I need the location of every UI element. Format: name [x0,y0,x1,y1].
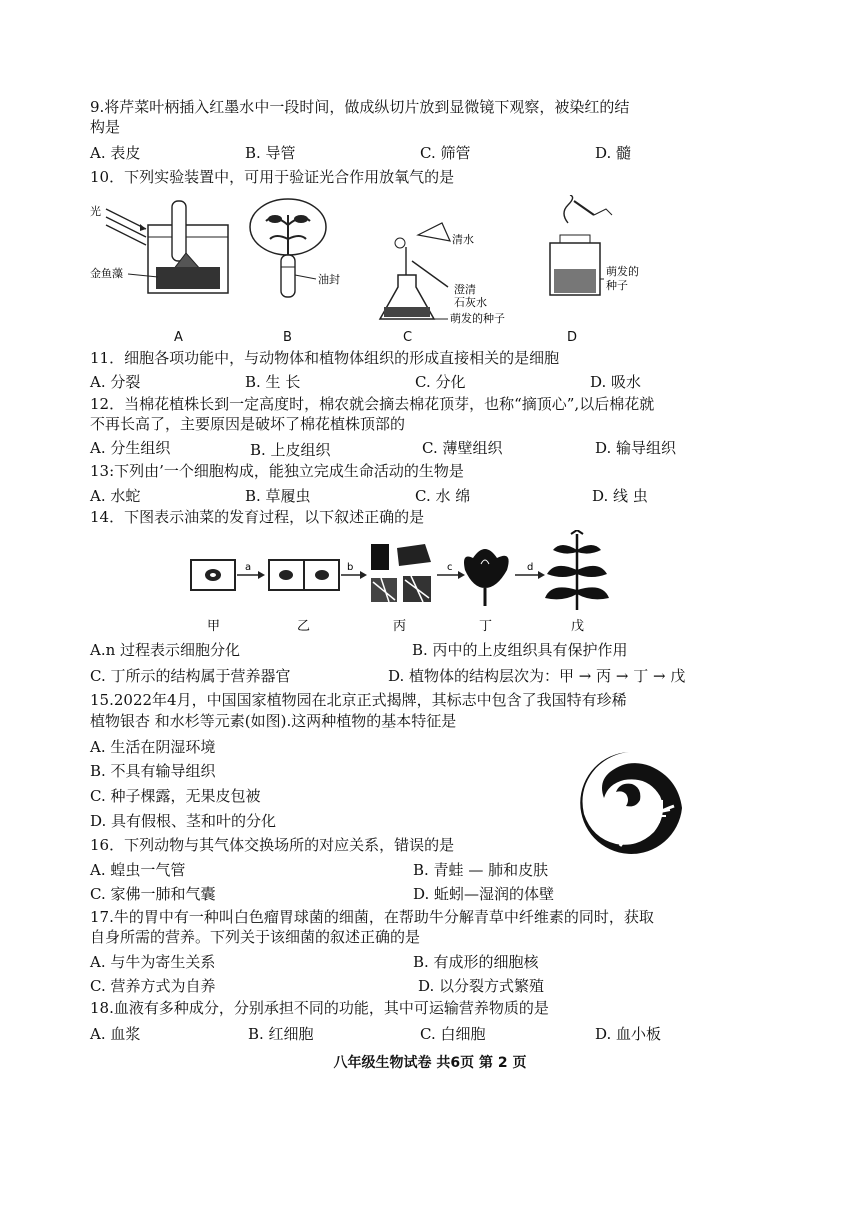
q9-stem-line1: 9.将芹菜叶柄插入红墨水中一段时间，做成纵切片放到显微镜下观察，被染红的结 [90,98,630,116]
limewater-label-2: 石灰水 [454,296,487,309]
label-ding: 丁 [479,619,493,634]
q10-label-d: D [567,330,578,345]
label-wu: 戊 [571,619,585,634]
svg-text:c: c [447,562,453,573]
apparatus-c [380,223,505,325]
light-label: 光 [90,205,101,218]
q15-option-d: D. 具有假根、茎和叶的分化 [90,812,277,830]
seeds-label-c: 萌发的种子 [450,312,505,325]
stage-jia-cell [191,560,235,590]
q9-stem-line2: 构是 [90,118,121,136]
q9-option-a: A. 表皮 [90,144,141,162]
q15-option-b: B. 不具有输导组织 [90,762,216,780]
q10-label-c: C [403,330,413,345]
q16-option-a: A. 蝗虫一气管 [90,861,186,879]
q12-option-b: B. 上皮组织 [250,441,331,459]
q9-option-b: B. 导管 [245,144,296,162]
label-jia: 甲 [207,619,221,634]
q17-option-c: C. 营养方式为自养 [90,977,216,995]
q14-option-b: B. 丙中的上皮组织具有保护作用 [412,641,628,659]
q10-apparatus-figure [88,195,668,330]
q12-stem-line2: 不再长高了，主要原因是破坏了棉花植株顶部的 [90,415,406,433]
q12-option-d: D. 输导组织 [595,439,677,457]
q14-development-figure [185,530,615,640]
q12-option-c: C. 薄壁组织 [422,439,503,457]
svg-text:d: d [527,562,534,573]
q14-stem: 14．下图表示油菜的发育过程，以下叙述正确的是 [90,508,425,526]
q11-option-d: D. 吸水 [590,373,642,391]
q10-label-a: A [174,330,183,345]
q16-stem: 16．下列动物与其气体交换场所的对应关系，错误的是 [90,836,455,854]
oil-label: 油封 [318,273,340,286]
q10-stem: 10．下列实验装置中，可用于验证光合作用放氧气的是 [90,168,455,186]
label-bing: 丙 [393,619,407,634]
q11-option-c: C. 分化 [415,373,466,391]
q13-option-c: C. 水 绵 [415,487,471,505]
stage-wu-plant [545,530,609,610]
q15-option-c: C. 种子棵露，无果皮包被 [90,787,261,805]
apparatus-b [250,199,340,297]
arrow-d [515,562,545,579]
q12-stem-line1: 12．当棉花植株长到一定高度时，棉农就会摘去棉花顶芽，也称“摘顶心”,以后棉花就 [90,395,655,413]
q18-option-a: A. 血浆 [90,1025,141,1043]
q13-option-b: B. 草履虫 [245,487,311,505]
q14-option-c: C. 丁所示的结构属于营养器官 [90,667,291,685]
arrow-b [341,562,367,579]
svg-text:b: b [347,562,354,573]
q13-stem: 13:下列由’一个细胞构成，能独立完成生命活动的生物是 [90,462,464,480]
q11-option-a: A. 分裂 [90,373,141,391]
q13-option-d: D. 线 虫 [592,487,648,505]
q13-option-a: A. 水蛇 [90,487,141,505]
q17-option-a: A. 与牛为寄生关系 [90,953,216,971]
q16-option-c: C. 家佛一肺和气囊 [90,885,216,903]
apparatus-d [550,195,639,295]
seeds-label-d-1: 萌发的 [606,265,639,278]
botanical-garden-logo [570,748,688,858]
svg-text:a: a [245,562,252,573]
stage-ding-flower [464,549,509,606]
stage-yi-cells [269,560,339,590]
apparatus-a [90,201,228,293]
q15-option-a: A. 生活在阴湿环境 [90,738,216,756]
q16-option-b: B. 青蛙 — 肺和皮肤 [413,861,549,879]
q17-stem-line1: 17.牛的胃中有一种叫白色瘤胃球菌的细菌，在帮助牛分解青草中纤维素的同时，获取 [90,908,654,926]
algae-label: 金鱼藻 [90,267,123,280]
q9-option-c: C. 筛管 [420,144,471,162]
q14-option-a: A.n 过程表示细胞分化 [90,641,241,659]
q10-label-b: B [283,330,292,345]
q17-stem-line2: 自身所需的营养。下列关于该细菌的叙述正确的是 [90,928,421,946]
arrow-c [437,562,465,579]
q14-option-d: D. 植物体的结构层次为：甲 → 丙 → 丁 → 戊 [388,667,686,685]
water-label: 清水 [452,233,474,246]
q17-option-d: D. 以分裂方式繁殖 [418,977,545,995]
q12-option-a: A. 分生组织 [90,439,171,457]
q18-stem: 18.血液有多种成分，分别承担不同的功能，其中可运输营养物质的是 [90,999,549,1017]
q18-option-d: D. 血小板 [595,1025,662,1043]
q11-option-b: B. 生 长 [245,373,301,391]
stage-bing-tissues [371,544,431,602]
label-yi: 乙 [297,619,311,634]
q11-stem: 11．细胞各项功能中，与动物体和植物体组织的形成直接相关的是细胞 [90,349,560,367]
page-footer: 八年级生物试卷 共6页 第 2 页 [333,1055,527,1071]
seeds-label-d-2: 种子 [606,279,628,292]
q9-option-d: D. 髓 [595,144,632,162]
q15-stem-line2: 植物银杏 和水杉等元素(如图).这两种植物的基本特征是 [90,712,457,730]
arrow-a [237,562,265,579]
q15-stem-line1: 15.2022年4月，中国国家植物园在北京正式揭牌，其标志中包含了我国特有珍稀 [90,691,627,709]
q18-option-c: C. 白细胞 [420,1025,486,1043]
q16-option-d: D. 蚯蚓—湿润的体壁 [413,885,555,903]
q18-option-b: B. 红细胞 [248,1025,314,1043]
q17-option-b: B. 有成形的细胞核 [413,953,539,971]
limewater-label-1: 澄清 [454,283,476,296]
